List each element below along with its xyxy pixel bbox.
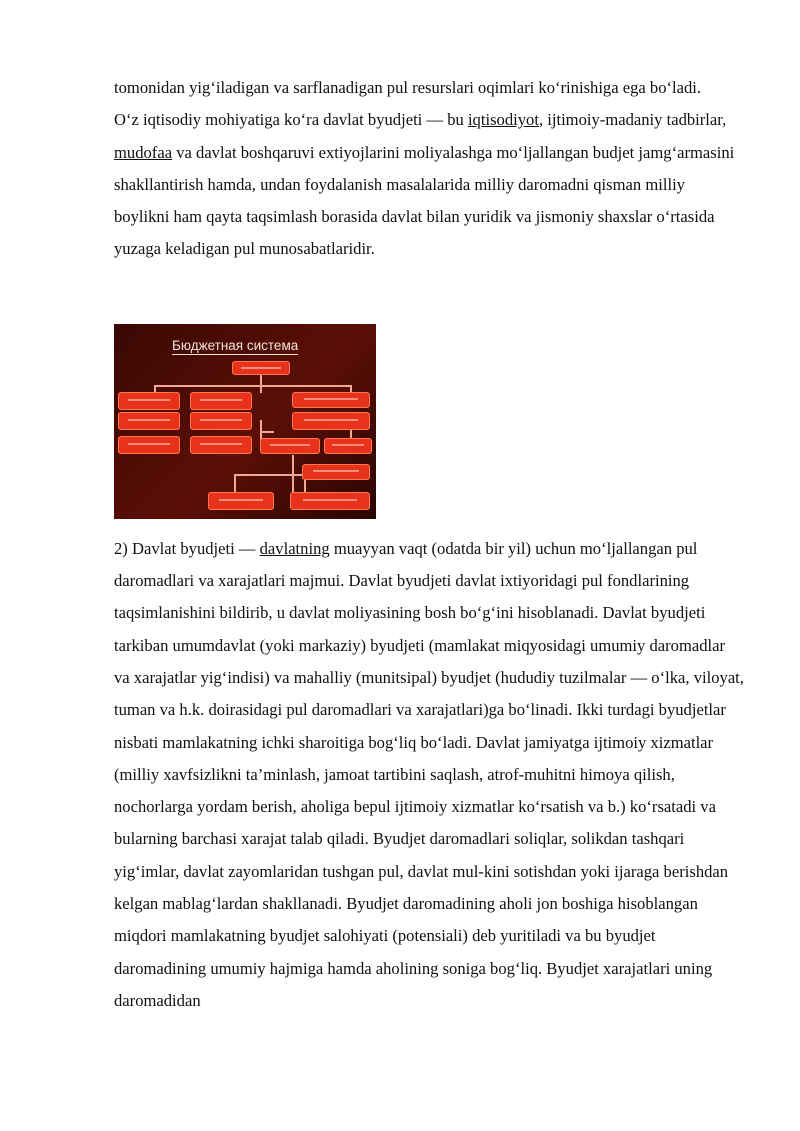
diagram-box [208,492,274,510]
figure-spacer [114,266,744,324]
connector-line [234,474,236,492]
diagram-box [260,438,320,454]
diagram-box [324,438,372,454]
diagram-box [290,492,370,510]
link-davlatning[interactable]: davlatning [259,538,330,558]
connector-line [260,385,262,393]
paragraph-state-budget-definition [114,533,744,1017]
paragraph-economic-essence [114,104,744,265]
diagram-box [292,412,370,430]
paragraph-continuation: tomonidan yig‘iladigan va sarflanadigan pul resurslari oqimlari ko‘rinishiga ega bo‘ladi. [114,78,702,97]
figure-spacer [114,519,744,533]
diagram-box [302,464,370,480]
link-mudofaa[interactable]: mudofaa [114,142,173,162]
diagram-box [190,392,252,410]
diagram-box [292,392,370,408]
text-segment: , ijtimoiy-madaniy tadbirlar, [538,110,727,130]
link-iqtisodiyot[interactable]: iqtisodiyot [467,110,539,130]
document-page [114,72,744,1017]
diagram-box [118,392,180,410]
diagram-box [190,436,252,454]
text-segment: muayyan vaqt (odatda bir yil) uchun mo‘ljallangan pul daromadlari va xarajatlari majmui. Davlat byudjeti davlat ixtiyoridagi pul fondlarining taqsimlanishini bildirib, u davlat moliyasining bosh bo‘g‘ini hisoblanadi. Davlat byudjeti tarkiban umumdavlat (yoki markaziy) byudjeti (mamlakat miqyosidagi umumiy daromadlar va xarajatlar yig‘indisi) va mahalliy (munitsipal) byudjet (hududiy tuzilmalar — o‘lka, viloyat, tuman va h.k. doirasidagi pul daromadlari va xarajatlari)ga bo‘linadi. Ikki turdagi byudjetlar nisbati mamlakatning ichki sharoitiga bog‘liq bo‘ladi. Davlat jamiyatga ijtimoiy xizmatlar (milliy xavfsizlikni ta’minlash, jamoat tartibini saqlash, atrof-muhitni himoya qilish, nochorlarga yordam berish, aholiga bepul ijtimoiy xizmatlar ko‘rsatish va b.) ko‘rsatadi va bularning barchasi xarajat talab qiladi. Byudjet daromadlari soliqlar, solikdan tashqari yig‘imlar, davlat zayomlaridan tushgan pul, davlat mul-kini sotishdan yoki ijaraga berishdan kelgan mablag‘lardan shakllanadi. Byudjet daromadining aholi jon boshiga hisoblangan miqdori mamlakatning byudjet salohiyati (potensiali) deb yuritiladi va bu byudjet daromadining umumiy hajmiga hamda aholining soniga bog‘liq. Byudjet xarajatlari uning daromadidan [114,538,744,1010]
text-segment: 2) Davlat byudjeti — [114,538,260,558]
connector-line [154,385,350,387]
diagram-title: Бюджетная система [172,337,299,353]
text-segment: va davlat boshqaruvi extiyojlarini moliyalashga mo‘ljallangan budjet jamg‘armasini shakllantirish hamda, undan foydalanish masalalarida milliy daromadni qisman milliy boylikni ham qayta taqsimlash borasida davlat bilan yuridik va jismoniy shaxslar o‘rtasida yuzaga keladigan pul munosabatlaridir. [114,142,735,259]
diagram-box [118,412,180,430]
diagram-box-root [232,361,290,375]
diagram-box [118,436,180,454]
diagram-box [190,412,252,430]
connector-line [262,431,274,433]
budget-system-diagram-image [114,324,376,519]
text-segment: O‘z iqtisodiy mohiyatiga ko‘ra davlat byudjeti — bu [114,110,468,130]
